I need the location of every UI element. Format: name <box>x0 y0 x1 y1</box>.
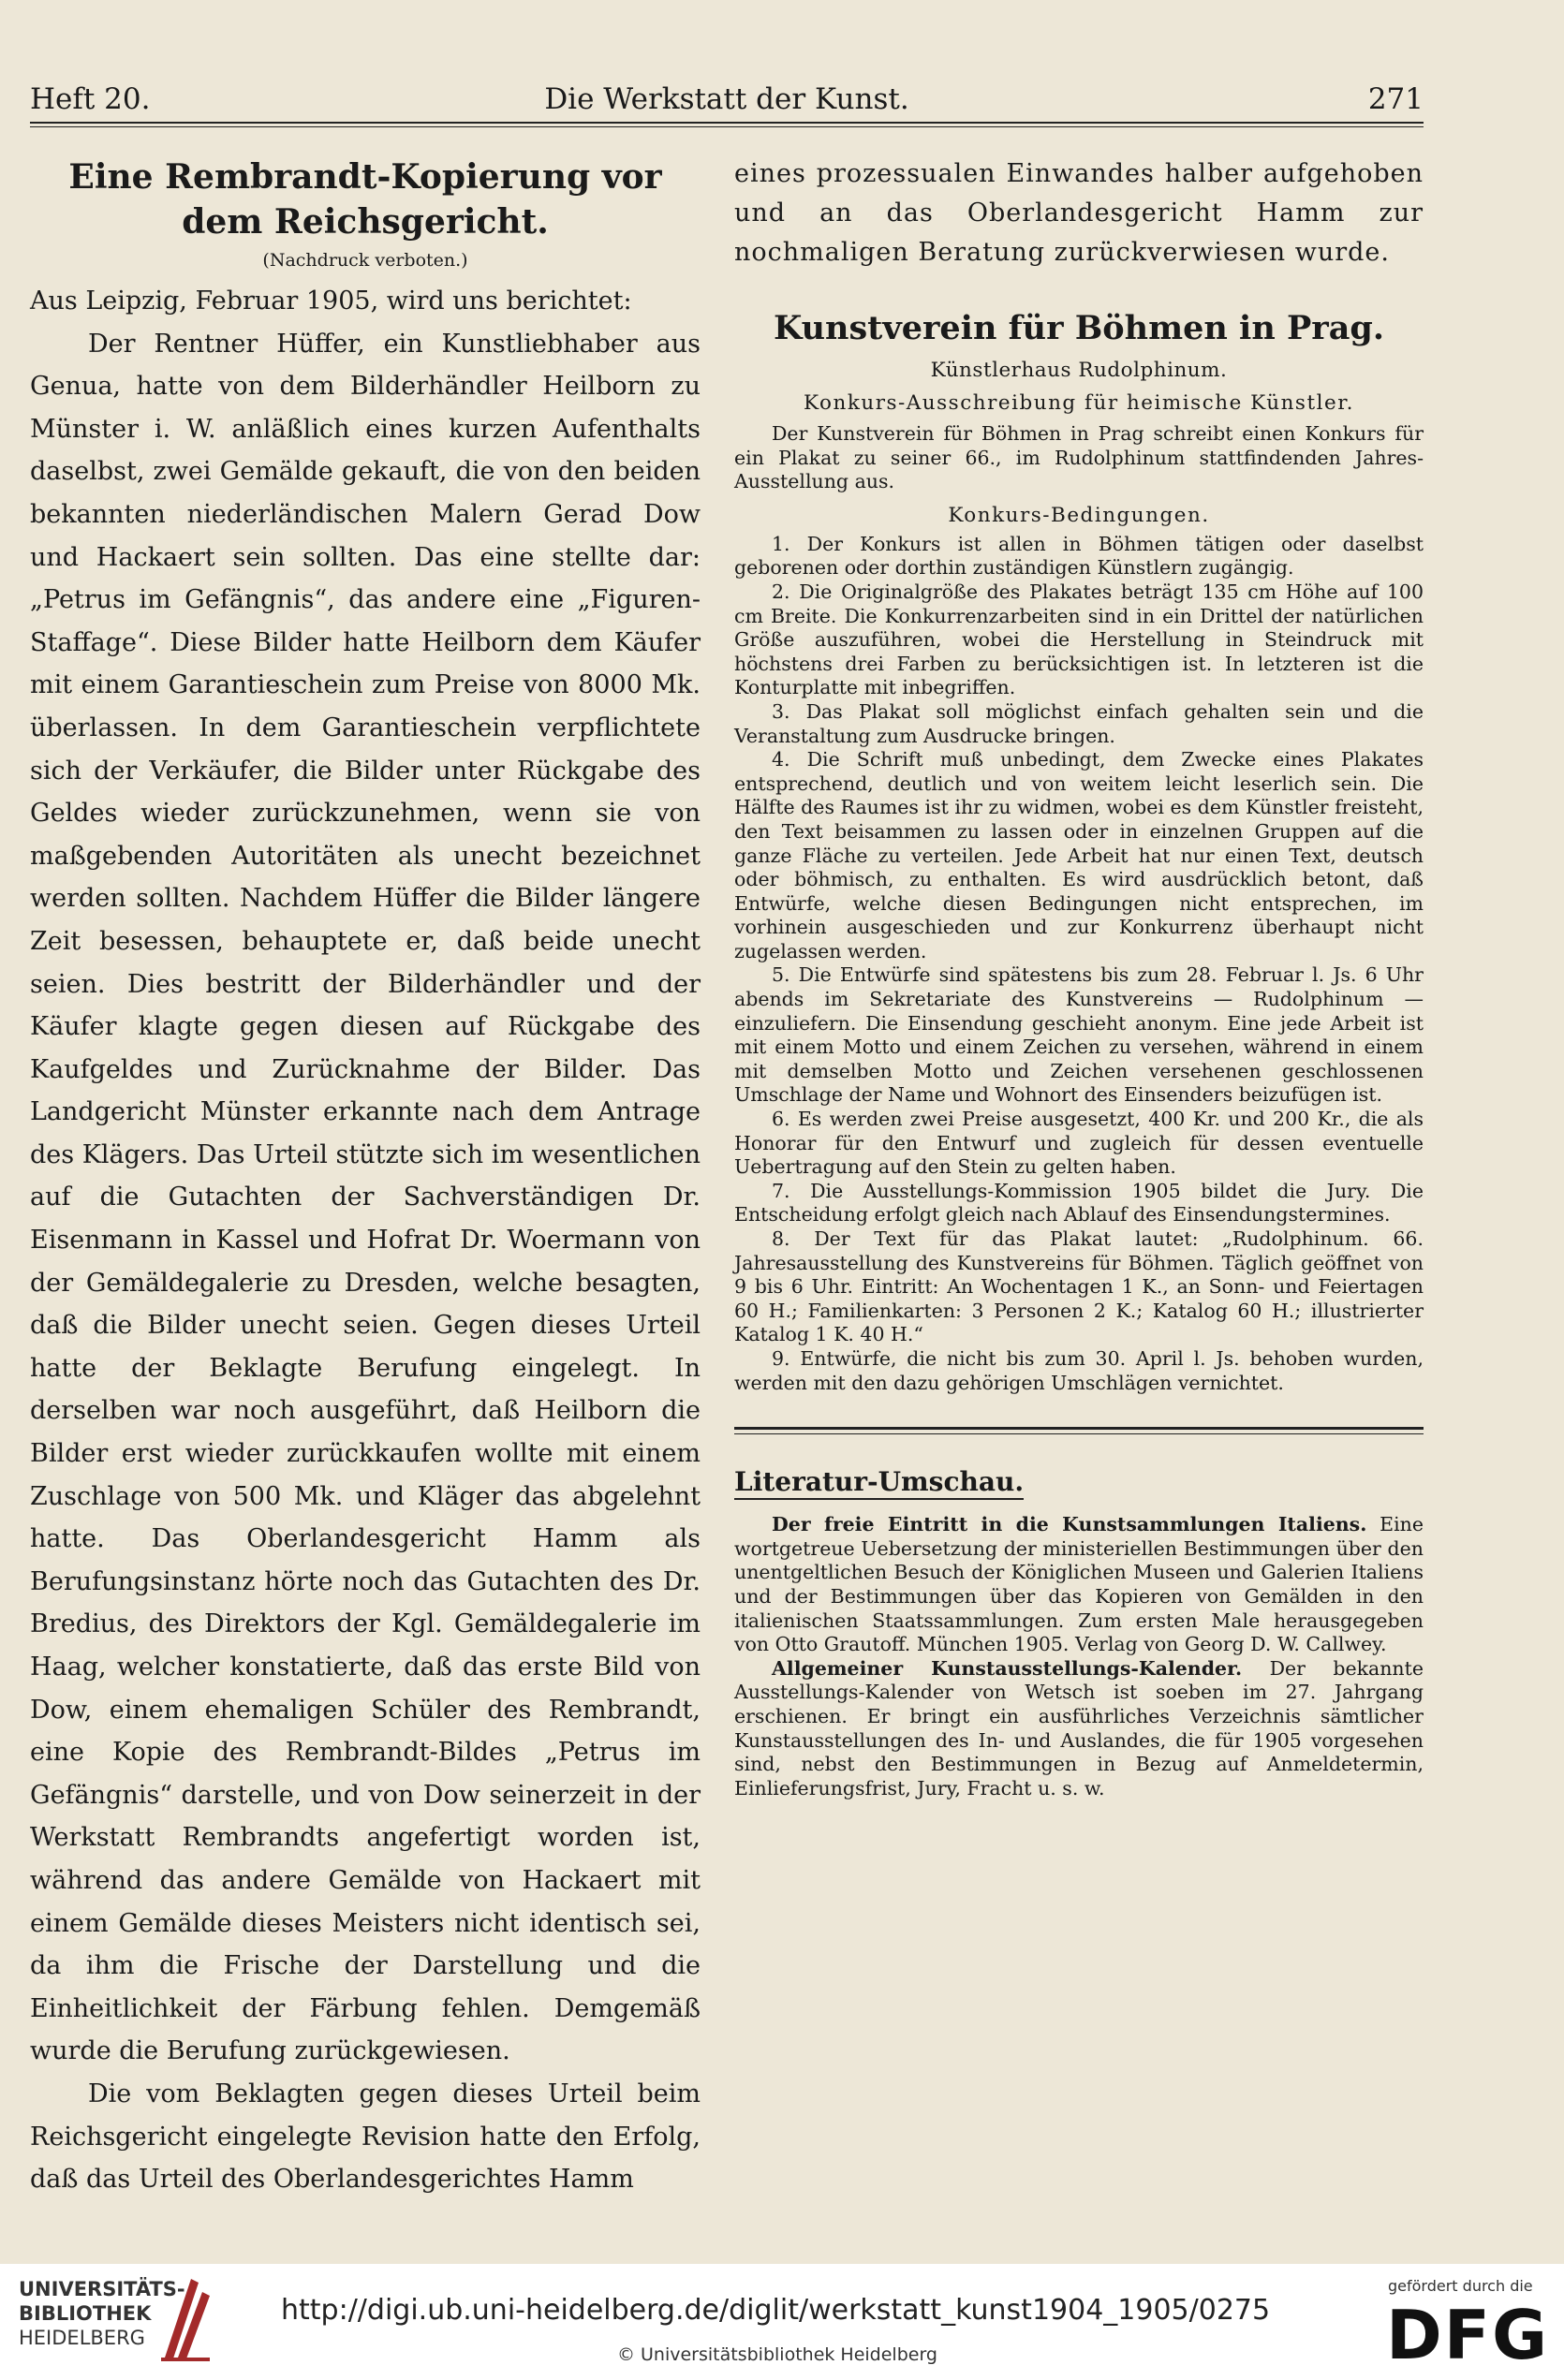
copyright-notice: © Universitätsbibliothek Heidelberg <box>616 2344 937 2365</box>
article-body-rembrandt <box>30 280 701 2201</box>
literature-entry-text: Eine wortgetreue Uebersetzung der ministeriellen Bestimmungen über den unentgeltlichen Besuch der Königlichen Museen und Galerien Italiens und der Bestimmungen über das Kopieren von Gemälden in den italienischen Staatssammlungen. Zum ersten Male herausgegeben von Otto Grautoff. München 1905. Verlag von Georg D. W. Callwey. <box>734 1513 1424 1656</box>
library-logo-icon <box>157 2271 214 2365</box>
article-title-rembrandt: Eine Rembrandt-Kopierung vor dem Reichsgericht. <box>68 157 662 242</box>
literature-entry-title: Allgemeiner Kunstausstellungs-Kalender. <box>772 1656 1243 1680</box>
condition-item: 1. Der Konkurs ist allen in Böhmen tätigen oder daselbst geborenen oder dorthin zuständigen Künstlern zugängig. <box>734 532 1424 580</box>
permalink-url[interactable]: http://digi.ub.uni-heidelberg.de/diglit/werkstatt_kunst1904_1905/0275 <box>281 2294 1271 2327</box>
literature-entry <box>734 1657 1424 1801</box>
logo-line: UNIVERSITÄTS- <box>19 2278 185 2300</box>
running-head <box>30 77 1424 122</box>
condition-item: 9. Entwürfe, die nicht bis zum 30. April l. Js. behoben wurden, werden mit den dazu gehörigen Umschlägen vernichtet. <box>734 1346 1424 1394</box>
article-paragraph: Die vom Beklagten gegen dieses Urteil beim Reichsgericht eingelegte Revision hatte den Erfolg, daß das Urteil des Oberlandesgerichtes Hamm <box>30 2079 701 2195</box>
article-paragraph: Aus Leipzig, Februar 1905, wird uns berichtet: <box>30 286 632 316</box>
logo-line: HEIDELBERG <box>19 2327 145 2349</box>
condition-item: 8. Der Text für das Plakat lautet: „Rudolphinum. 66. Jahresausstellung des Kunstvereins für Böhmen. Täglich geöffnet von 9 bis 6 Uhr. Eintritt: An Wochentagen 1 K., an Sonn- und Feiertagen 60 H.; Familienkarten: 3 Personen 2 K.; Katalog 60 H.; illustrierter Katalog 1 K. 40 H.“ <box>734 1227 1424 1346</box>
literature-entry-text: Der bekannte Ausstellungs-Kalender von Wetsch ist soeben im 27. Jahrgang erschienen. Er bringt ein ausführliches Verzeichnis sämtlicher Kunstausstellungen des In- und Auslandes, die für 1905 vorgesehen sind, nebst den Bestimmungen in Bezug auf Anmeldetermin, Einlieferungsfrist, Jury, Fracht u. s. w. <box>734 1656 1424 1800</box>
article-continuation <box>734 154 1424 272</box>
article-title-kunstverein: Kunstverein für Böhmen in Prag. <box>773 309 1385 347</box>
viewer-footer <box>0 2264 1564 2380</box>
right-column <box>734 154 1424 1800</box>
section-divider-thin <box>734 1433 1424 1434</box>
condition-item: 4. Die Schrift muß unbedingt, dem Zwecke eines Plakates entsprechend, deutlich und von weitem leicht leserlich sein. Die Hälfte des Raumes ist ihr zu widmen, wobei es dem Künstler freisteht, den Text beisammen zu lassen oder in einzelnen Gruppen auf die ganze Fläche zu verteilen. Jede Arbeit hat nur einen Text, deutsch oder böhmisch, zu enthalten. Es wird ausdrücklich betont, daß Entwürfe, welche diesen Bedingungen nicht entsprechen, im vorhinein ausgeschieden und zur Konkurrenz überhaupt nicht zugelassen werden. <box>734 748 1424 962</box>
literature-entry-title: Der freie Eintritt in die Kunstsammlungen Italiens. <box>772 1513 1367 1536</box>
logo-line: BIBLIOTHEK <box>19 2302 152 2325</box>
condition-item: 7. Die Ausstellungs-Kommission 1905 bildet die Jury. Die Entscheidung erfolgt gleich nach Ablauf des Einsendungstermines. <box>734 1179 1424 1227</box>
dfg-logo: DFG <box>1386 2296 1550 2374</box>
condition-item: 2. Die Originalgröße des Plakates beträgt 135 cm Höhe auf 100 cm Breite. Die Konkurrenzarbeiten sind in ein Drittel der natürlichen Größe auszuführen, wobei die Herstellung in Steindruck mit höchstens drei Farben zu berücksichtigen ist. In letzteren ist die Konturplatte mit inbegriffen. <box>734 580 1424 699</box>
reprint-note: (Nachdruck verboten.) <box>262 250 468 271</box>
literature-list <box>734 1513 1424 1800</box>
condition-item: 5. Die Entwürfe sind spätestens bis zum 28. Februar l. Js. 6 Uhr abends im Sekretariate des Kunstvereins — Rudolphinum — einzuliefern. Die Einsendung geschieht anonym. Eine jede Arbeit ist mit einem Motto und einem Zeichen zu versehen, während in einem mit demselben Motto und Zeichen versehenen geschlossenen Umschlage der Name und Wohnort des Einsenders beizufügen ist. <box>734 963 1424 1107</box>
issue-number: Heft 20. <box>30 82 151 116</box>
conditions-heading: Konkurs-Bedingungen. <box>948 503 1210 527</box>
intro-paragraph: Der Kunstverein für Böhmen in Prag schreibt einen Konkurs für ein Plakat zu seiner 66., im Rudolphinum stattfindenden Jahres-Ausstellung aus. <box>734 422 1424 493</box>
literature-heading: Literatur-Umschau. <box>734 1466 1024 1500</box>
article-paragraph: Der Rentner Hüffer, ein Kunstliebhaber aus Genua, hatte von dem Bilderhändler Heilborn zu Münster i. W. anläßlich eines kurzen Aufenthalts daselbst, zwei Gemälde gekauft, die von den beiden bekannten niederländischen Malern Gerad Dow und Hackaert sein sollten. Das eine stellte dar: „Petrus im Gefängnis“, das andere eine „Figuren-Staffage“. Diese Bilder hatte Heilborn dem Käufer mit einem Garantieschein zum Preise von 8000 Mk. überlassen. In dem Garantieschein verpflichtete sich der Verkäufer, die Bilder unter Rückgabe des Geldes wieder zurückzunehmen, wenn sie von maßgebenden Autoritäten als unecht bezeichnet werden sollten. Nachdem Hüffer die Bilder längere Zeit besessen, behauptete er, daß beide unecht seien. Dies bestritt der Bilderhändler und der Käufer klagte gegen diesen auf Rückgabe des Kaufgeldes und Zurücknahme der Bilder. Das Landgericht Münster erkannte nach dem Antrage des Klägers. Das Urteil stützte sich im wesentlichen auf die Gutachten der Sachverständigen Dr. Eisenmann in Kassel und Hofrat Dr. Woermann von der Gemäldegalerie zu Dresden, welche besagten, daß die Bilder unecht seien. Gegen dieses Urteil hatte der Beklagte Berufung eingelegt. In derselben war noch ausgeführt, daß Heilborn die Bilder erst wieder zurückkaufen wollte mit einem Zuschlage von 500 Mk. und Kläger das abgelehnt hatte. Das Oberlandesgericht Hamm als Berufungsinstanz hörte noch das Gutachten des Dr. Bredius, des Direktors der Kgl. Gemäldegalerie im Haag, welcher konstatierte, daß das erste Bild von Dow, einem ehemaligen Schüler des Rembrandt, eine Kopie des Rembrandt-Bildes „Petrus im Gefängnis“ darstelle, und von Dow seinerzeit in der Werkstatt Rembrandts angefertigt worden ist, während das andere Gemälde von Hackaert mit einem Gemälde dieses Meisters nicht identisch sei, da ihm die Frische der Darstellung und die Einheitlichkeit der Färbung fehlen. Demgemäß wurde die Berufung zurückgewiesen. <box>30 329 701 2066</box>
section-divider <box>734 1427 1424 1430</box>
journal-title: Die Werkstatt der Kunst. <box>544 82 909 116</box>
funding-note: gefördert durch die <box>1388 2277 1533 2295</box>
competition-intro <box>734 422 1424 494</box>
page-number: 271 <box>1367 82 1424 116</box>
literature-entry <box>734 1513 1424 1657</box>
condition-item: 6. Es werden zwei Preise ausgesetzt, 400 Kr. und 200 Kr., die als Honorar für den Entwurf und zugleich für dessen eventuelle Uebertragung auf den Stein zu gelten haben. <box>734 1108 1424 1179</box>
conditions-list <box>734 533 1424 1395</box>
continuation-text: eines prozessualen Einwandes halber aufgehoben und an das Oberlandesgericht Hamm zur nochmaligen Beratung zurückverwiesen wurde. <box>734 159 1424 267</box>
left-column <box>30 154 701 2201</box>
header-rule <box>30 122 1424 124</box>
article-subtitle: Künstlerhaus Rudolphinum. <box>930 359 1228 382</box>
condition-item: 3. Das Plakat soll möglichst einfach gehalten sein und die Veranstaltung zum Ausdrucke bringen. <box>734 699 1424 747</box>
article-subtitle-competition: Konkurs-Ausschreibung für heimische Künstler. <box>804 391 1354 415</box>
header-rule-thin <box>30 126 1424 127</box>
